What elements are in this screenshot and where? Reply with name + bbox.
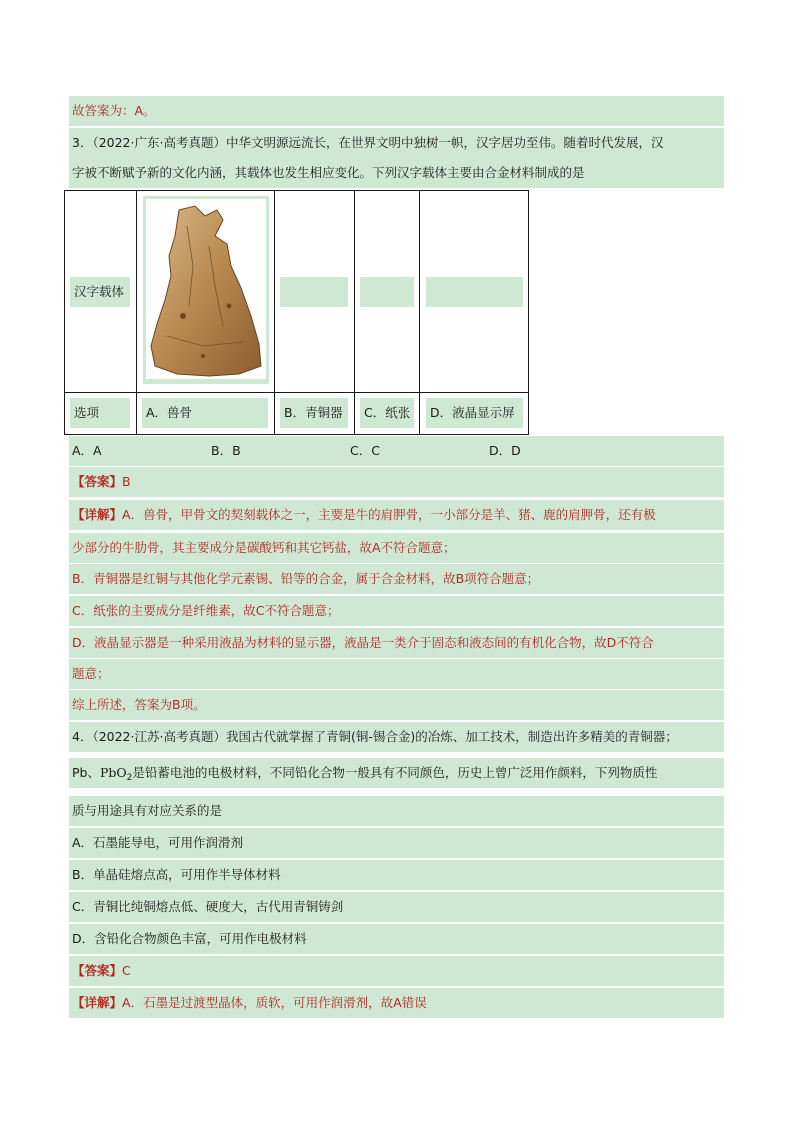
paper-image-placeholder (360, 277, 414, 307)
paper-image-cell (355, 191, 420, 393)
answer-tag: 【答案】 (72, 474, 123, 489)
previous-answer: 故答案为：A。 (69, 96, 724, 126)
q4-stem-line2-rest: 是铅蓄电池的电极材料，不同铅化合物一般具有不同颜色，历史上曾广泛用作颜料，下列物质性 (132, 765, 658, 780)
answer-value: B (122, 474, 131, 489)
q4-detail-tag: 【详解】 (72, 995, 123, 1010)
q3-stem-line2: 字被不断赋予新的文化内涵，其载体也发生相应变化。下列汉字载体主要由合金材料制成的是 (69, 158, 724, 188)
q3-choice-b[interactable]: B．B (211, 443, 241, 458)
bronze-image-placeholder (280, 277, 348, 307)
q3-detail-a-line1 (69, 500, 724, 530)
q3-stem-line1: 3．（2022·广东·高考真题）中华文明源远流长，在世界文明中独树一帜，汉字居功至伟。随着时代发展，汉 (69, 128, 724, 158)
q3-choice-d[interactable]: D．D (489, 443, 521, 458)
q3-answer (69, 467, 724, 497)
option-a-cell (137, 393, 275, 435)
q3-choice-c[interactable]: C．C (350, 443, 380, 458)
q3-detail-d-line1: D．液晶显示器是一种采用液晶为材料的显示器，液晶是一类介于固态和液态间的有机化合物，故D不符合 (69, 628, 724, 658)
q4-option-a[interactable]: A．石墨能导电，可用作润滑剂 (69, 828, 724, 858)
q3-detail-a-line2: 少部分的牛肋骨，其主要成分是碳酸钙和其它钙盐，故A不符合题意； (69, 533, 724, 563)
option-b-label: B．青铜器 (280, 398, 348, 428)
q4-option-c[interactable]: C．青铜比纯铜熔点低、硬度大，古代用青铜铸剑 (69, 892, 724, 922)
q4-pbo-subscript: 2 (126, 773, 133, 783)
q4-answer-tag: 【答案】 (72, 963, 123, 978)
detail-a-text: A．兽骨，甲骨文的契刻载体之一，主要是牛的肩胛骨，一小部分是羊、猪、鹿的肩胛骨，还有极 (122, 507, 656, 522)
option-b-cell (275, 393, 355, 435)
q4-answer-value: C (122, 963, 131, 978)
q4-stem-line2 (69, 758, 724, 788)
q3-detail-c: C．纸张的主要成分是纤维素，故C不符合题意； (69, 596, 724, 626)
oracle-bone-image (143, 196, 269, 384)
detail-tag: 【详解】 (72, 507, 123, 522)
q3-choices (69, 436, 724, 466)
option-d-cell (420, 393, 529, 435)
q4-answer (69, 956, 724, 986)
q4-stem-line1: 4．（2022·江苏·高考真题）我国古代就掌握了青铜(铜-锡合金)的冶炼、加工技术，制造出许多精美的青铜器； (69, 722, 724, 752)
q3-choice-a[interactable]: A．A (72, 443, 102, 458)
option-c-cell (355, 393, 420, 435)
q4-option-b[interactable]: B．单晶硅熔点高，可用作半导体材料 (69, 860, 724, 890)
q3-detail-b: B．青铜器是红铜与其他化学元素锡、铅等的合金，属于合金材料，故B项符合题意； (69, 564, 724, 594)
lcd-image-cell (420, 191, 529, 393)
oracle-bone-icon (143, 196, 269, 384)
option-c-label: C．纸张 (360, 398, 414, 428)
carrier-table (64, 190, 529, 435)
carrier-row-label-cell (65, 191, 137, 393)
q3-summary: 综上所述，答案为B项。 (69, 690, 724, 720)
q4-option-d[interactable]: D．含铅化合物颜色丰富，可用作电极材料 (69, 924, 724, 954)
bone-image-cell (137, 191, 275, 393)
q3-detail-d-line2: 题意； (69, 659, 724, 689)
bronze-image-cell (275, 191, 355, 393)
q4-stem-line3: 质与用途具有对应关系的是 (69, 796, 724, 826)
option-row-label: 选项 (70, 398, 130, 428)
option-row-label-cell (65, 393, 137, 435)
carrier-row-label: 汉字载体 (70, 277, 130, 307)
option-a-label: A．兽骨 (142, 398, 268, 428)
lcd-image-placeholder (426, 277, 523, 307)
option-d-label: D．液晶显示屏 (426, 398, 523, 428)
q4-pbo-formula: PbO (99, 765, 127, 780)
q4-detail-a-text: A．石墨是过渡型晶体，质软，可用作润滑剂，故A错误 (122, 995, 427, 1010)
q4-detail-a (69, 988, 724, 1018)
q4-pb: Pb、 (72, 765, 100, 780)
